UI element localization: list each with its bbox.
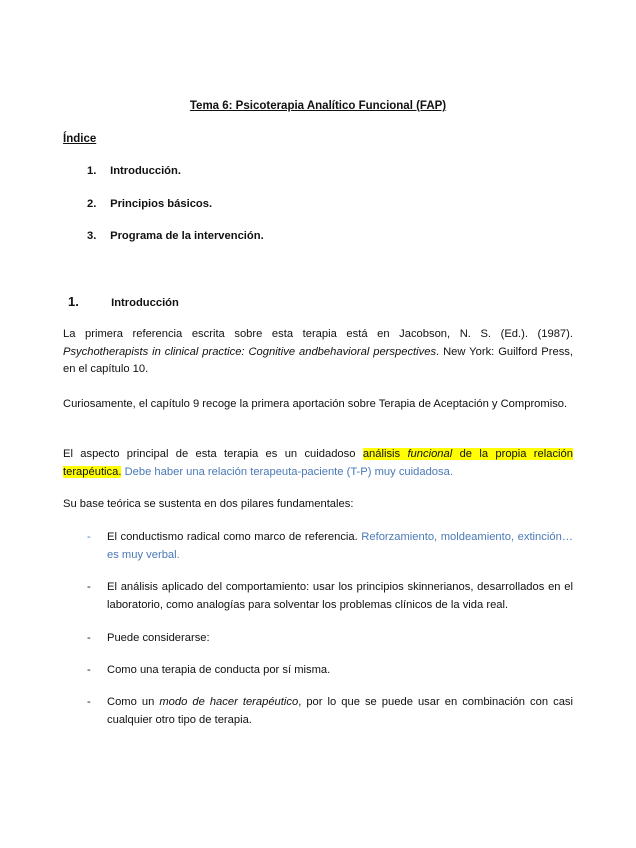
- paragraph-text: El aspecto principal de esta terapia es un cuidadoso: [63, 448, 363, 460]
- document-title: Tema 6: Psicoterapia Analítico Funcional (FAP): [189, 100, 447, 112]
- section-title: Introducción: [111, 297, 179, 309]
- bullet-dash: -: [87, 696, 91, 708]
- toc-label: Introducción.: [110, 165, 181, 177]
- highlighted-text: análisis funcional de la propia relación terapéutica.: [63, 448, 573, 478]
- blue-note: Reforzamiento, moldeamiento, extinción… es muy verbal.: [107, 531, 573, 561]
- list-item: [87, 662, 573, 680]
- toc-number: 2.: [87, 198, 97, 210]
- list-item-text: El análisis aplicado del comportamiento: usar los principios skinnerianos, desarrollados en el laboratorio, como analogías para solventar los problemas clínicos de la vida real.: [107, 581, 573, 611]
- bullet-dash: -: [87, 531, 91, 543]
- toc-item-2: [87, 198, 212, 210]
- paragraph-pillars: Su base teórica se sustenta en dos pilares fundamentales:: [63, 498, 354, 510]
- list-item-text: Puede considerarse:: [107, 632, 210, 644]
- list-item: [87, 529, 573, 564]
- list-item: [87, 630, 573, 648]
- bullet-dash: -: [87, 581, 91, 593]
- paragraph-reference: [63, 326, 573, 379]
- list-item-text: Como una terapia de conducta por sí misma.: [107, 664, 331, 676]
- list-item-text: , por lo que se puede usar en combinación con casi cualquier otro tipo de terapia.: [107, 696, 573, 726]
- paragraph-text: La primera referencia escrita sobre esta terapia está en Jacobson, N. S. (Ed.). (1987).: [63, 328, 573, 340]
- paragraph-main-aspect: [63, 446, 573, 481]
- list-item: [87, 579, 573, 614]
- list-item: [87, 694, 573, 729]
- list-item-text: Como un: [107, 696, 160, 708]
- bullet-dash: -: [87, 632, 91, 644]
- bullet-dash: -: [87, 664, 91, 676]
- paragraph-text: . New York: Guilford Press, en el capítulo 10.: [63, 345, 573, 375]
- emphasis-text: modo de hacer terapéutico: [159, 696, 299, 708]
- index-heading: Índice: [63, 133, 97, 145]
- toc-item-3: [87, 230, 264, 242]
- toc-number: 3.: [87, 230, 97, 242]
- toc-item-1: [87, 165, 181, 177]
- toc-label: Principios básicos.: [110, 198, 213, 210]
- blue-note: Debe haber una relación terapeuta-paciente (T-P) muy cuidadosa.: [121, 465, 453, 478]
- section-number: 1.: [68, 294, 79, 309]
- list-item-text: El conductismo radical como marco de referencia.: [107, 531, 358, 543]
- paragraph-chapter9: Curiosamente, el capítulo 9 recoge la primera aportación sobre Terapia de Aceptación y Compromiso.: [63, 398, 568, 410]
- book-title: Psychotherapists in clinical practice: Cognitive andbehavioral perspectives: [63, 345, 437, 358]
- toc-label: Programa de la intervención.: [110, 230, 264, 242]
- section-heading-1: [68, 294, 179, 309]
- toc-number: 1.: [87, 165, 97, 177]
